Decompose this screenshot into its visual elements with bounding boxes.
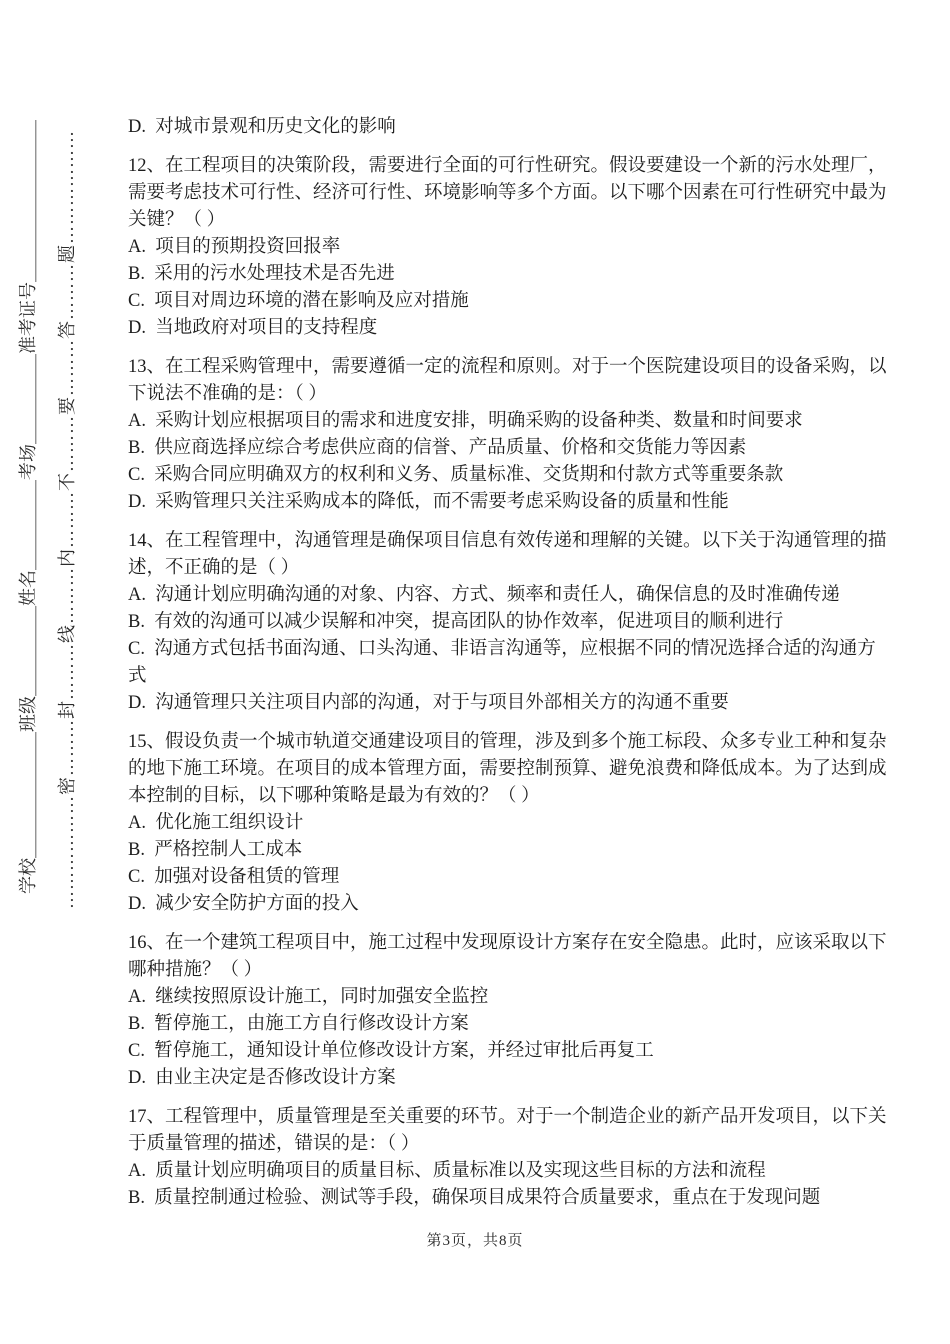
question-12-stem: 12、在工程项目的决策阶段，需要进行全面的可行性研究。假设要建设一个新的污水处理厂，需要考虑技术可行性、经济可行性、环境影响等多个方面。以下哪个因素在可行性研究中最为关键？（ ） — [128, 156, 887, 230]
question-15-option-a: A. 优化施工组织设计 — [128, 813, 304, 833]
question-11-option-d: D. 对城市景观和历史文化的影响 — [128, 117, 396, 137]
question-16 — [128, 930, 894, 1092]
question-17-option-a: A. 质量计划应明确项目的质量目标、质量标准以及实现这些目标的方法和流程 — [128, 1161, 766, 1181]
question-13-option-d: D. 采购管理只关注采购成本的降低，而不需要考虑采购设备的质量和性能 — [128, 492, 729, 512]
question-13-option-a: A. 采购计划应根据项目的需求和进度安排，明确采购的设备种类、数量和时间要求 — [128, 411, 803, 431]
question-13 — [128, 354, 894, 516]
question-14 — [128, 528, 894, 717]
question-17-stem: 17、工程管理中，质量管理是至关重要的环节。对于一个制造企业的新产品开发项目，以下关于质量管理的描述，错误的是：（ ） — [128, 1107, 887, 1154]
question-12-option-d: D. 当地政府对项目的支持程度 — [128, 318, 378, 338]
question-12 — [128, 153, 894, 342]
margin-student-info-line: 学校＿＿＿＿＿＿＿班级＿＿＿＿＿姓名＿＿＿＿＿考场＿＿＿＿＿准考证号＿＿＿＿＿＿＿＿＿ — [18, 120, 38, 894]
question-16-stem: 16、在一个建筑工程项目中，施工过程中发现原设计方案存在安全隐患。此时，应该采取以下哪种措施？（ ） — [128, 933, 887, 980]
question-16-option-d: D. 由业主决定是否修改设计方案 — [128, 1068, 396, 1088]
question-16-option-b: B. 暂停施工，由施工方自行修改设计方案 — [128, 1014, 469, 1034]
question-13-stem: 13、在工程采购管理中，需要遵循一定的流程和原则。对于一个医院建设项目的设备采购，以下说法不准确的是：（ ） — [128, 357, 887, 404]
question-12-option-a: A. 项目的预期投资回报率 — [128, 237, 341, 257]
question-17-option-b: B. 质量控制通过检验、测试等手段，确保项目成果符合质量要求，重点在于发现问题 — [128, 1188, 821, 1208]
question-16-option-a: A. 继续按照原设计施工，同时加强安全监控 — [128, 987, 489, 1007]
question-15-stem: 15、假设负责一个城市轨道交通建设项目的管理，涉及到多个施工标段、众多专业工种和复杂的地下施工环境。在项目的成本管理方面，需要控制预算、避免浪费和降低成本。为了达到成本控制的目标，以下哪种策略是最为有效的？（ ） — [128, 732, 887, 806]
question-12-option-c: C. 项目对周边环境的潜在影响及应对措施 — [128, 291, 469, 311]
question-13-option-b: B. 供应商选择应综合考虑供应商的信誉、产品质量、价格和交货能力等因素 — [128, 438, 747, 458]
question-15-option-b: B. 严格控制人工成本 — [128, 840, 303, 860]
question-14-stem: 14、在工程管理中，沟通管理是确保项目信息有效传递和理解的关键。以下关于沟通管理的描述，不正确的是（ ） — [128, 531, 887, 578]
question-15-option-d: D. 减少安全防护方面的投入 — [128, 894, 359, 914]
margin-seal-line: ………………密………封………线………内………不………要………答………题……………… — [57, 130, 77, 909]
question-12-option-b: B. 采用的污水处理技术是否先进 — [128, 264, 395, 284]
question-14-option-a: A. 沟通计划应明确沟通的对象、内容、方式、频率和责任人，确保信息的及时准确传递 — [128, 585, 840, 605]
page-number-footer: 第3页，共8页 — [426, 1233, 524, 1249]
question-13-option-c: C. 采购合同应明确双方的权利和义务、质量标准、交货期和付款方式等重要条款 — [128, 465, 784, 485]
question-14-option-b: B. 有效的沟通可以减少误解和冲突，提高团队的协作效率，促进项目的顺利进行 — [128, 612, 784, 632]
question-15 — [128, 729, 894, 918]
exam-content — [128, 114, 894, 1212]
question-16-option-c: C. 暂停施工，通知设计单位修改设计方案，并经过审批后再复工 — [128, 1041, 654, 1061]
question-15-option-c: C. 加强对设备租赁的管理 — [128, 867, 340, 887]
question-14-option-c: C. 沟通方式包括书面沟通、口头沟通、非语言沟通等，应根据不同的情况选择合适的沟通方式 — [128, 639, 876, 686]
question-14-option-d: D. 沟通管理只关注项目内部的沟通，对于与项目外部相关方的沟通不重要 — [128, 693, 729, 713]
question-17 — [128, 1104, 894, 1212]
